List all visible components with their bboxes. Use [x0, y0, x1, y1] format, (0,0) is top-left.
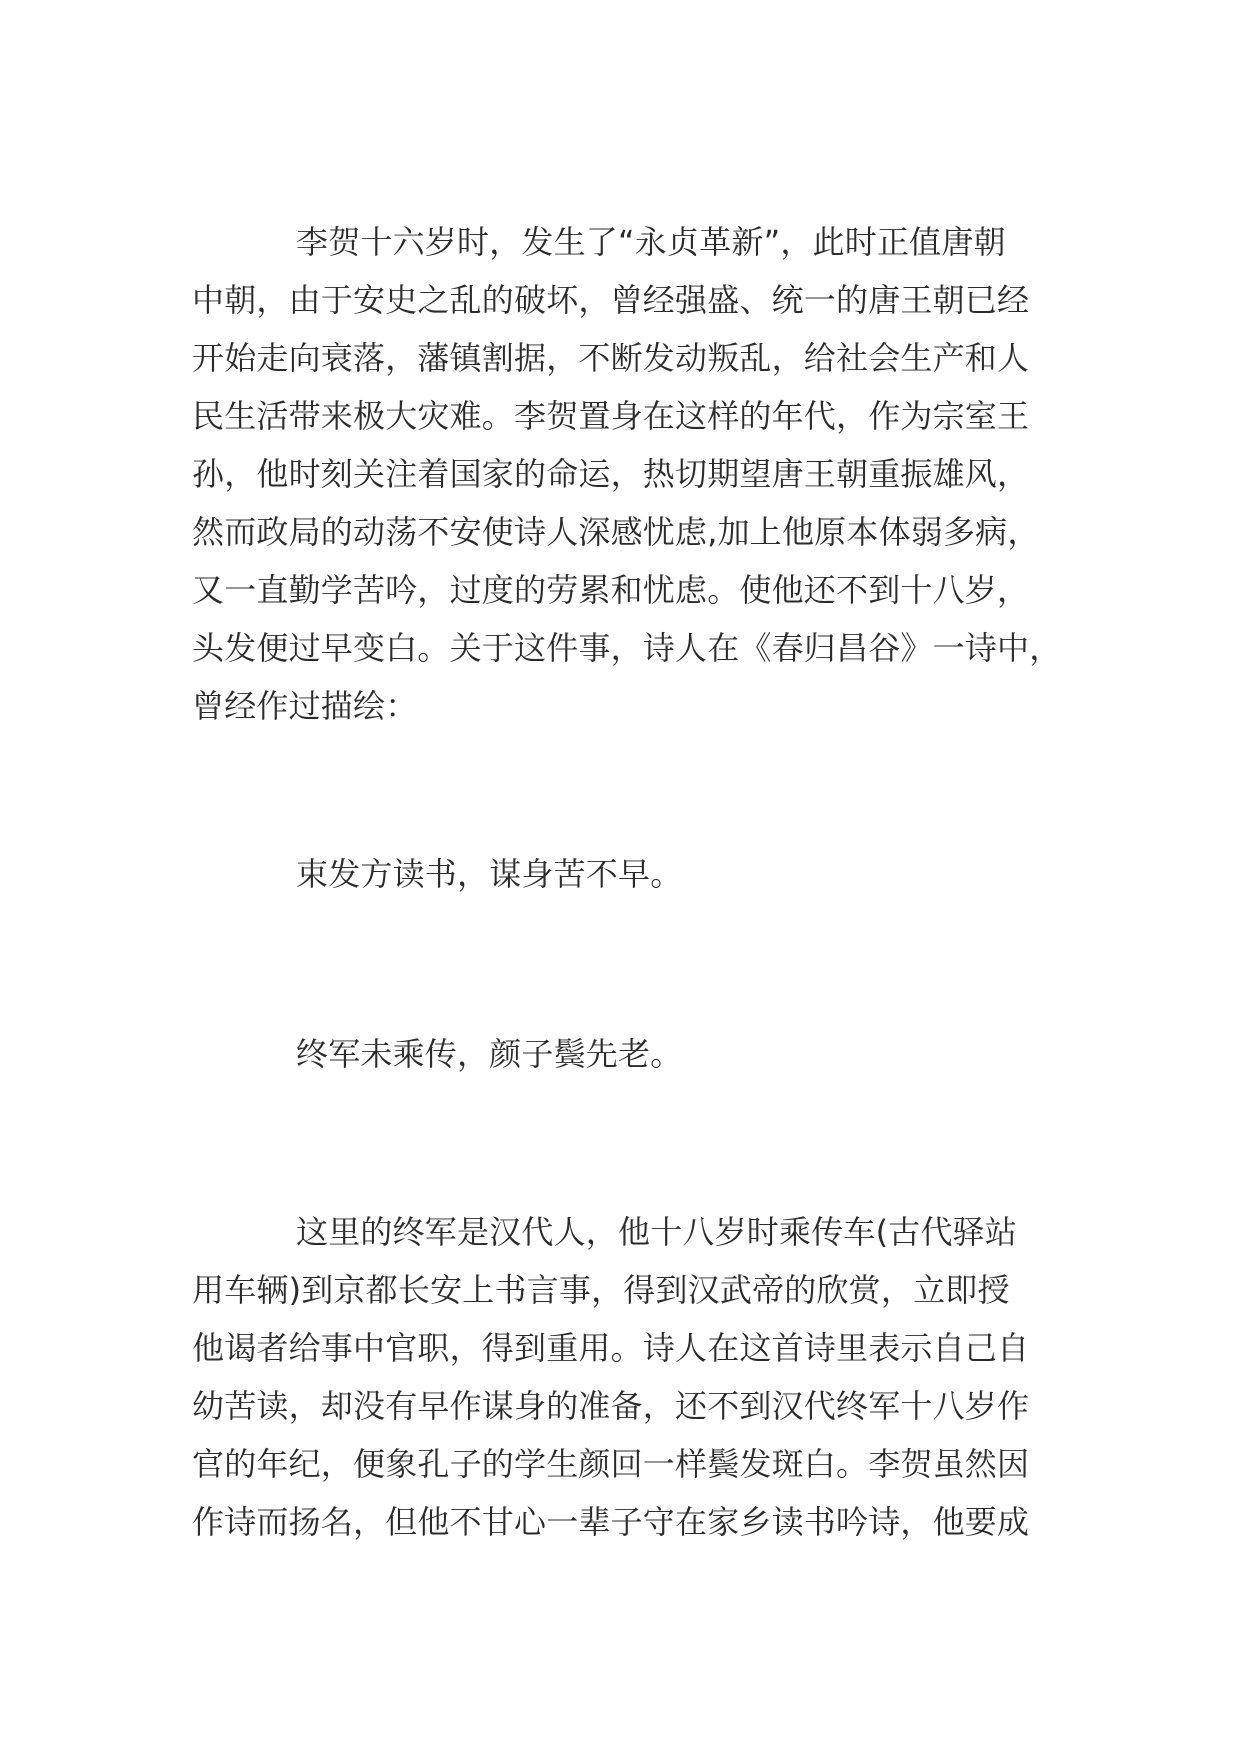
poem-line-1: 束发方读书，谋身苦不早。 [296, 855, 683, 893]
poem-line-2: 终军未乘传，颜子鬓先老。 [296, 1035, 683, 1073]
paragraph-line: 作诗而扬名，但他不甘心一辈子守在家乡读书吟诗，他要成 [192, 1503, 1030, 1541]
paragraph-line: 这里的终军是汉代人，他十八岁时乘传车(古代驿站 [296, 1213, 1018, 1251]
paragraph-line: 幼苦读，却没有早作谋身的准备，还不到汉代终军十八岁作 [192, 1387, 1030, 1425]
paragraph-line: 官的年纪，便象孔子的学生颜回一样鬓发斑白。李贺虽然因 [192, 1445, 1030, 1483]
paragraph-line: 头发便过早变白。关于这件事，诗人在《春归昌谷》一诗中， [192, 629, 1062, 667]
paragraph-line: 孙，他时刻关注着国家的命运，热切期望唐王朝重振雄风， [192, 455, 1030, 493]
paragraph-line: 又一直勤学苦吟，过度的劳累和忧虑。使他还不到十八岁， [192, 571, 1030, 609]
paragraph-line: 开始走向衰落，藩镇割据，不断发动叛乱，给社会生产和人 [192, 339, 1030, 377]
paragraph-line: 他谒者给事中官职，得到重用。诗人在这首诗里表示自己自 [192, 1329, 1030, 1367]
paragraph-line: 用车辆)到京都长安上书言事，得到汉武帝的欣赏，立即授 [192, 1271, 1010, 1309]
paragraph-line: 然而政局的动荡不安使诗人深感忧虑,加上他原本体弱多病， [192, 513, 1040, 551]
paragraph-line: 李贺十六岁时，发生了“永贞革新”，此时正值唐朝 [296, 223, 1006, 261]
paragraph-line: 曾经作过描绘： [192, 687, 418, 725]
paragraph-line: 民生活带来极大灾难。李贺置身在这样的年代，作为宗室王 [192, 397, 1030, 435]
paragraph-line: 中朝，由于安史之乱的破坏，曾经强盛、统一的唐王朝已经 [192, 281, 1030, 319]
